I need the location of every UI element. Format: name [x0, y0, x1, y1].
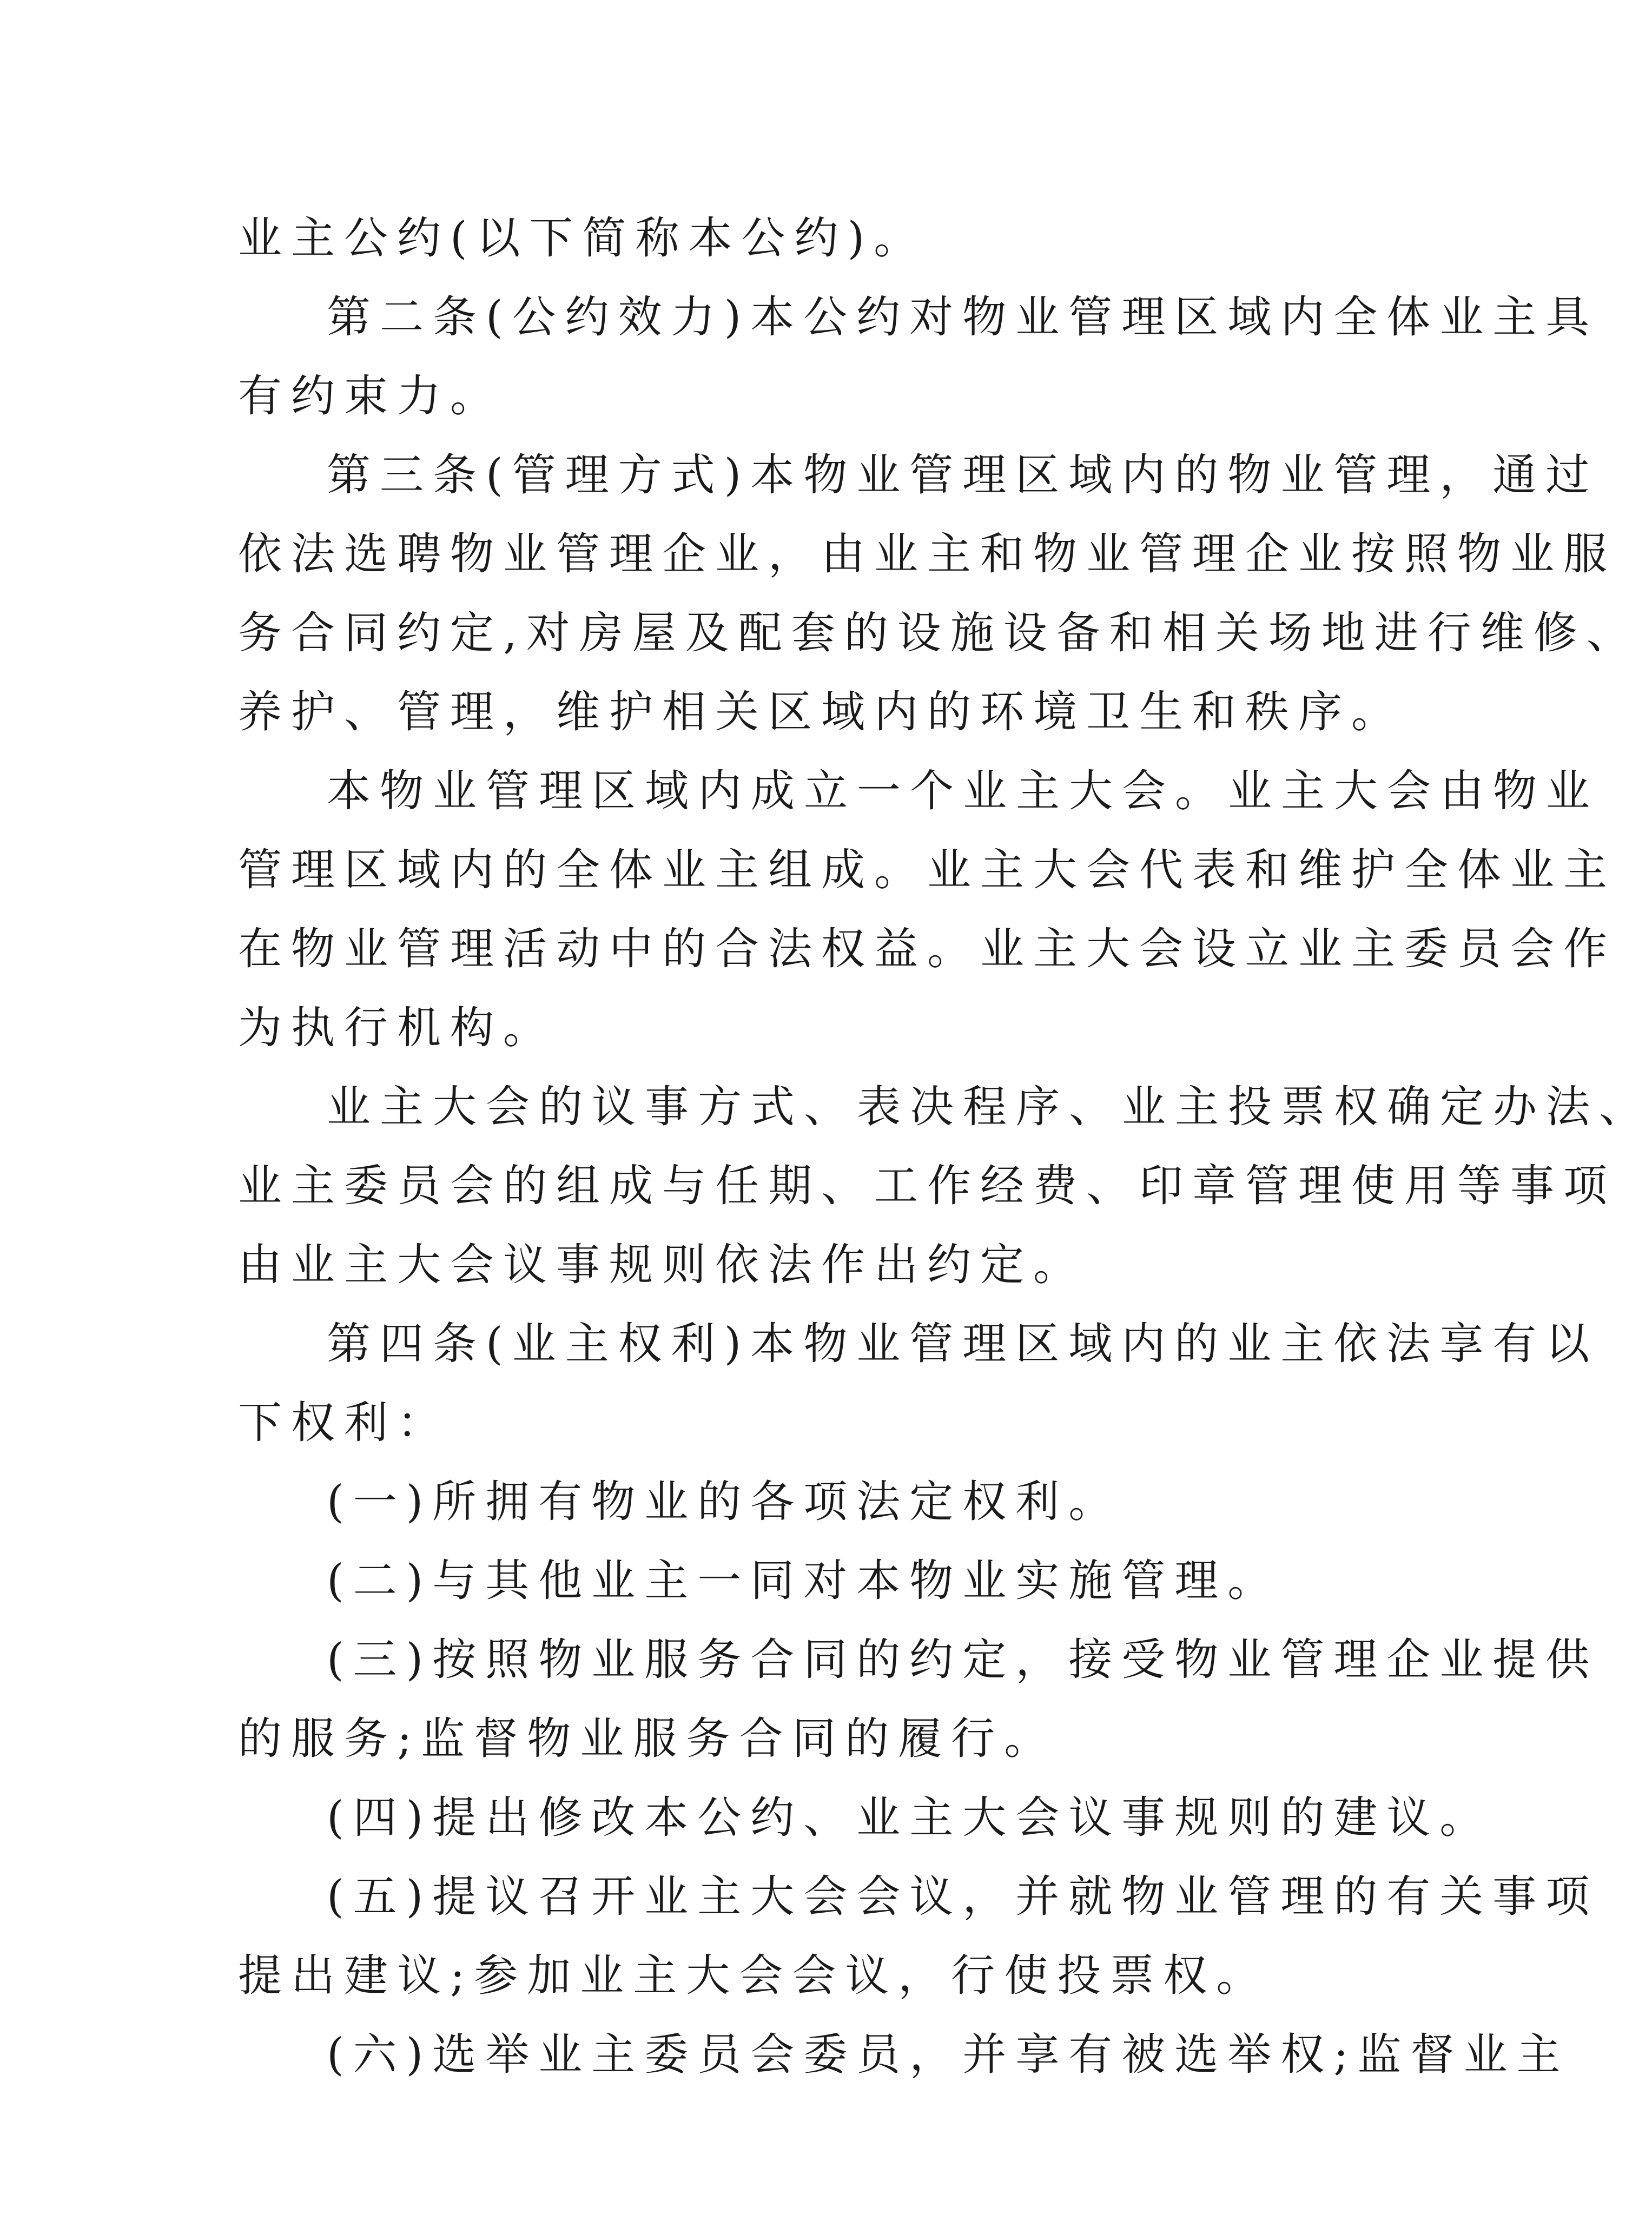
text-line: 的服务;监督物业服务合同的履行。 — [238, 1714, 1058, 1764]
text-line: 依法选聘物业管理企业，由业主和物业管理企业按照物业服 — [238, 529, 1617, 580]
text-line: 本物业管理区域内成立一个业主大会。业主大会由物业 — [327, 766, 1600, 817]
text-line: 为执行机构。 — [238, 1003, 557, 1054]
text-line: 管理区域内的全体业主组成。业主大会代表和维护全体业主 — [238, 845, 1617, 896]
text-line: 第二条(公约效力)本公约对物业管理区域内全体业主具 — [327, 292, 1599, 343]
text-line: 下权利： — [238, 1398, 451, 1449]
text-line: 养护、管理，维护相关区域内的环境卫生和秩序。 — [238, 687, 1405, 738]
text-line: (四)提出修改本公约、业主大会议事规则的建议。 — [327, 1793, 1493, 1843]
text-line: 第三条(管理方式)本物业管理区域内的物业管理，通过 — [327, 450, 1599, 501]
text-line: (三)按照物业服务合同的约定，接受物业管理企业提供 — [327, 1635, 1599, 1686]
text-line: 第四条(业主权利)本物业管理区域内的业主依法享有以 — [327, 1319, 1599, 1370]
text-line: 提出建议;参加业主大会会议，行使投票权。 — [238, 1951, 1270, 2001]
document-page — [238, 199, 1652, 2094]
text-line: 业主大会的议事方式、表决程序、业主投票权确定办法、 — [327, 1082, 1652, 1133]
text-line: (六)选举业主委员会委员，并享有被选举权;监督业主 — [327, 2030, 1570, 2080]
text-line: 在物业管理活动中的合法权益。业主大会设立业主委员会作 — [238, 924, 1617, 975]
text-line: (二)与其他业主一同对本物业实施管理。 — [327, 1556, 1281, 1607]
text-line: 有约束力。 — [238, 371, 504, 422]
text-line: 业主委员会的组成与任期、工作经费、印章管理使用等事项 — [238, 1161, 1617, 1212]
text-line: 由业主大会议事规则依法作出约定。 — [238, 1240, 1087, 1291]
text-line: 业主公约(以下简称本公约)。 — [238, 213, 927, 264]
text-line: (五)提议召开业主大会会议，并就物业管理的有关事项 — [327, 1872, 1599, 1922]
text-line: 务合同约定,对房屋及配套的设施设备和相关场地进行维修、 — [238, 608, 1640, 659]
text-line: (一)所拥有物业的各项法定权利。 — [327, 1477, 1122, 1528]
